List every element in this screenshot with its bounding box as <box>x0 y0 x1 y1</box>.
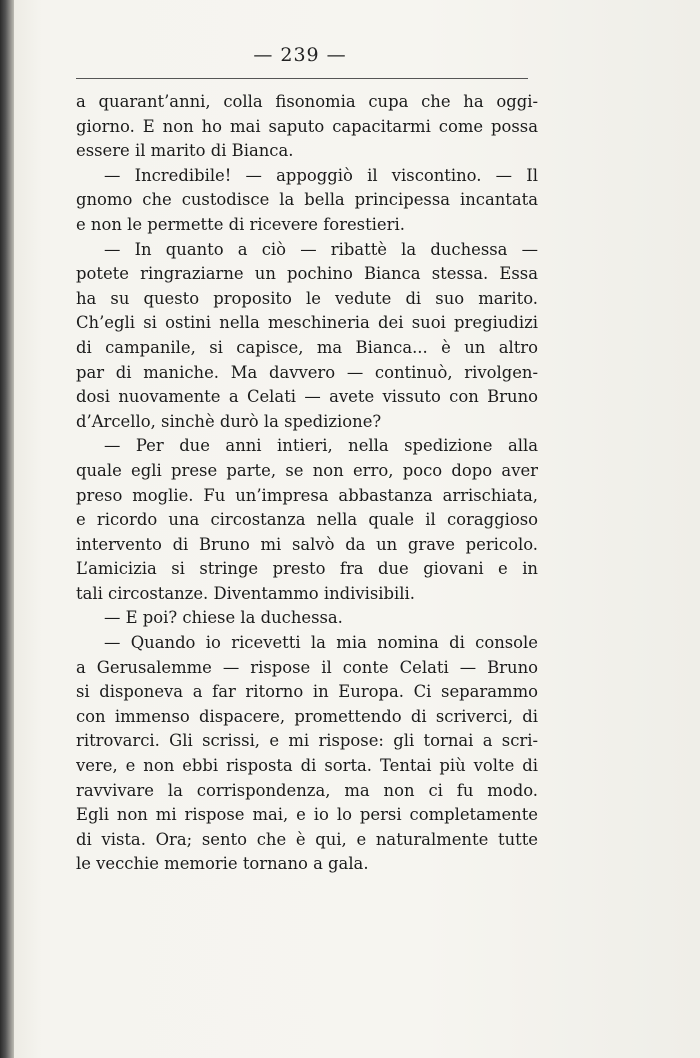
text-line: le vecchie memorie tornano a gala. <box>76 854 369 874</box>
text-line: L’amicizia si stringe presto fra due giovani e in <box>76 559 538 579</box>
text-line: ha su questo proposito le vedute di suo marito. <box>76 288 538 308</box>
text-line: intervento di Bruno mi salvò da un grave pericolo. <box>76 534 538 554</box>
text-line: di campanile, si capisce, ma Bianca... è un altro <box>76 337 538 357</box>
text-line: — E poi? chiese la duchessa. <box>104 608 343 628</box>
text-line: si disponeva a far ritorno in Europa. Ci separammo <box>76 682 538 702</box>
text-line: par di maniche. Ma davvero — continuò, rivolgen- <box>76 362 538 382</box>
text-line: Egli non mi rispose mai, e io lo persi completamente <box>76 805 538 825</box>
text-line: ravvivare la corrispondenza, ma non ci fu modo. <box>76 780 538 800</box>
text-line: vere, e non ebbi risposta di sorta. Tentai più volte di <box>76 756 538 776</box>
text-line: Ch’egli si ostini nella meschineria dei suoi pregiudizi <box>76 313 538 333</box>
text-line: — In quanto a ciò — ribattè la duchessa — <box>104 239 538 259</box>
text-line: quale egli prese parte, se non erro, poco dopo aver <box>76 460 538 480</box>
page-number: — 239 — <box>253 44 347 66</box>
text-line: d’Arcello, sinchè durò la spedizione? <box>76 411 382 431</box>
text-line: — Quando io ricevetti la mia nomina di console <box>104 633 538 653</box>
text-line: con immenso dispacere, promettendo di scriverci, di <box>76 706 538 726</box>
text-line: a quarant’anni, colla fisonomia cupa che ha oggi- <box>76 92 538 111</box>
page-spine-shadow <box>0 0 14 1058</box>
text-line: tali circostanze. Diventammo indivisibili. <box>76 583 415 603</box>
text-line: e non le permette di ricevere forestieri. <box>76 214 405 234</box>
text-line: ritrovarci. Gli scrissi, e mi rispose: gli tornai a scri- <box>76 731 538 751</box>
text-line: — Per due anni intieri, nella spedizione alla <box>104 436 538 456</box>
text-line: a Gerusalemme — rispose il conte Celati — Bruno <box>76 657 538 677</box>
header-rule <box>76 78 528 79</box>
text-line: potete ringraziarne un pochino Bianca stessa. Essa <box>76 264 538 284</box>
text-line: e ricordo una circostanza nella quale il coraggioso <box>76 510 538 530</box>
text-line: — Incredibile! — appoggiò il viscontino. — Il <box>104 165 538 185</box>
text-line: essere il marito di Bianca. <box>76 141 294 161</box>
text-line: giorno. E non ho mai saputo capacitarmi come possa <box>76 116 538 136</box>
body-text <box>76 90 538 877</box>
text-line: di vista. Ora; sento che è qui, e naturalmente tutte <box>76 829 538 849</box>
text-line: dosi nuovamente a Celati — avete vissuto con Bruno <box>76 387 538 407</box>
text-line: preso moglie. Fu un’impresa abbastanza arrischiata, <box>76 485 538 505</box>
text-line: gnomo che custodisce la bella principessa incantata <box>76 190 538 210</box>
